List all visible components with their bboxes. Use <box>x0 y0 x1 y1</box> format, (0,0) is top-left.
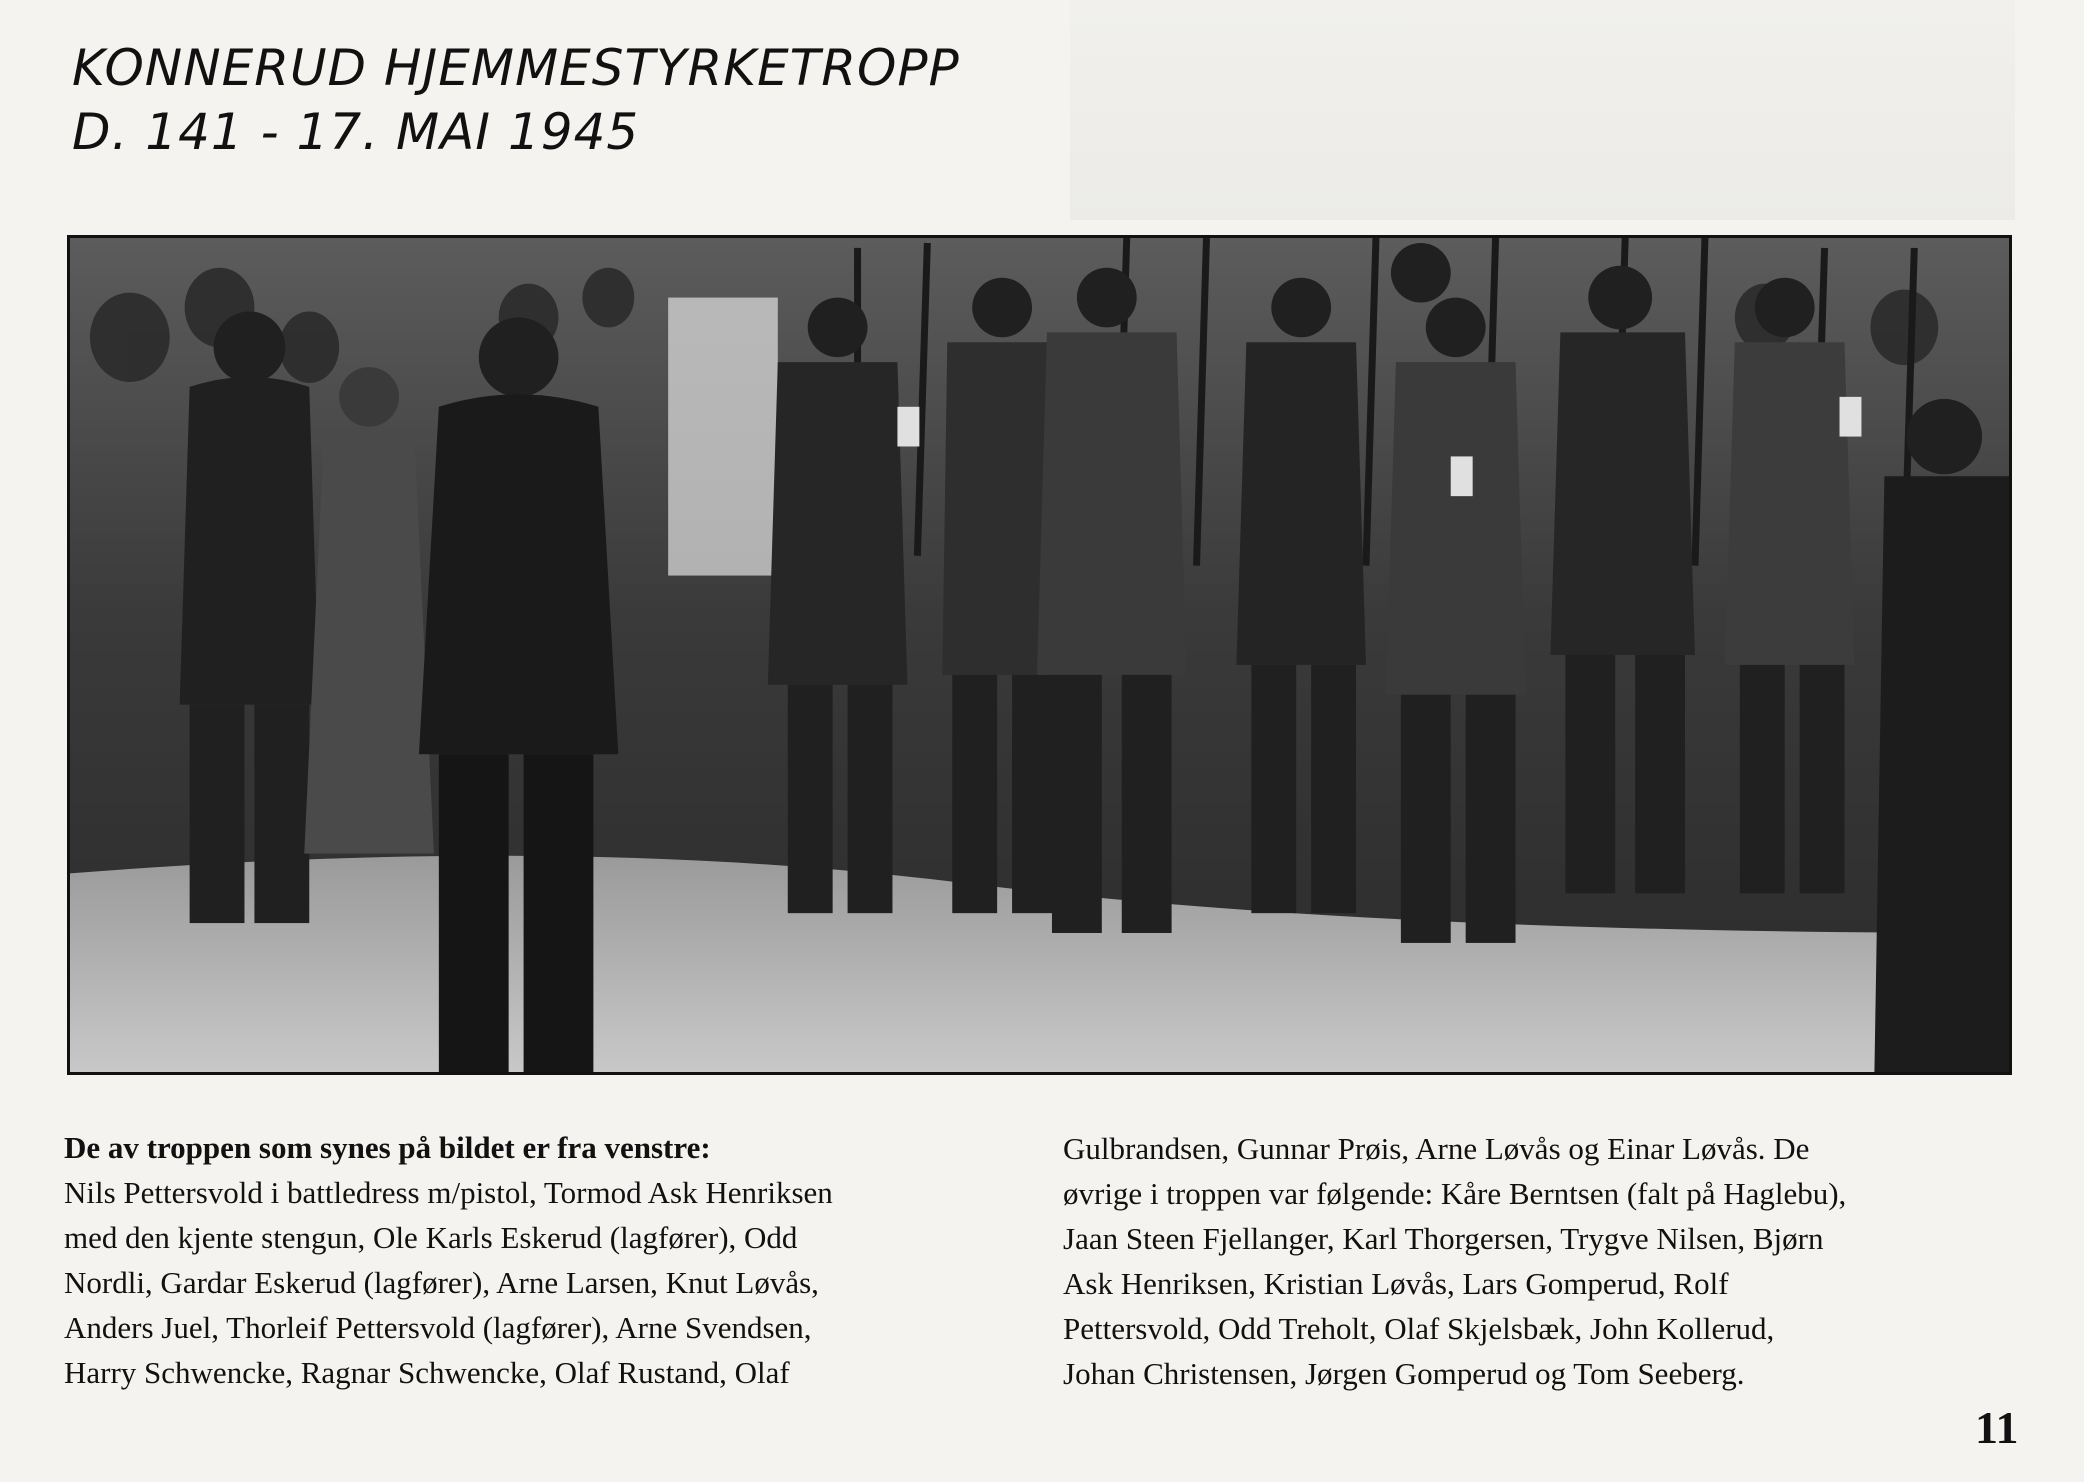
caption-line: Gulbrandsen, Gunnar Prøis, Arne Løvås og Einar Løvås. De <box>1063 1131 1810 1166</box>
caption-line: Pettersvold, Odd Treholt, Olaf Skjelsbæk, John Kollerud, <box>1063 1311 1775 1346</box>
caption-line: Nils Pettersvold i battledress m/pistol, Tormod Ask Henriksen <box>64 1175 833 1210</box>
caption-line: Johan Christensen, Jørgen Gomperud og Tom Seeberg. <box>1063 1356 1745 1391</box>
caption-heading: De av troppen som synes på bildet er fra venstre: <box>64 1130 711 1165</box>
caption-line: med den kjente stengun, Ole Karls Eskerud (lagfører), Odd <box>64 1220 798 1255</box>
title-line-2: D. 141 - 17. MAI 1945 <box>72 103 640 161</box>
page-number: 11 <box>1975 1402 2019 1453</box>
caption-line: Ask Henriksen, Kristian Løvås, Lars Gomperud, Rolf <box>1063 1266 1729 1301</box>
caption-right-column <box>1063 1126 2023 1396</box>
caption-left-column <box>64 1125 1024 1395</box>
title-line-1: KONNERUD HJEMMESTYRKETROPP <box>72 39 960 97</box>
caption-line: Harry Schwencke, Ragnar Schwencke, Olaf Rustand, Olaf <box>64 1355 790 1390</box>
caption-line: Anders Juel, Thorleif Pettersvold (lagfører), Arne Svendsen, <box>64 1310 812 1345</box>
caption-line: øvrige i troppen var følgende: Kåre Berntsen (falt på Haglebu), <box>1063 1176 1847 1211</box>
caption-line: Jaan Steen Fjellanger, Karl Thorgersen, Trygve Nilsen, Bjørn <box>1063 1221 1824 1256</box>
photo-illustration <box>70 238 2009 1072</box>
group-photo-image <box>67 235 2012 1075</box>
page-background-shadow <box>1070 0 2015 220</box>
page-title <box>72 36 960 164</box>
caption-line: Nordli, Gardar Eskerud (lagfører), Arne Larsen, Knut Løvås, <box>64 1265 819 1300</box>
